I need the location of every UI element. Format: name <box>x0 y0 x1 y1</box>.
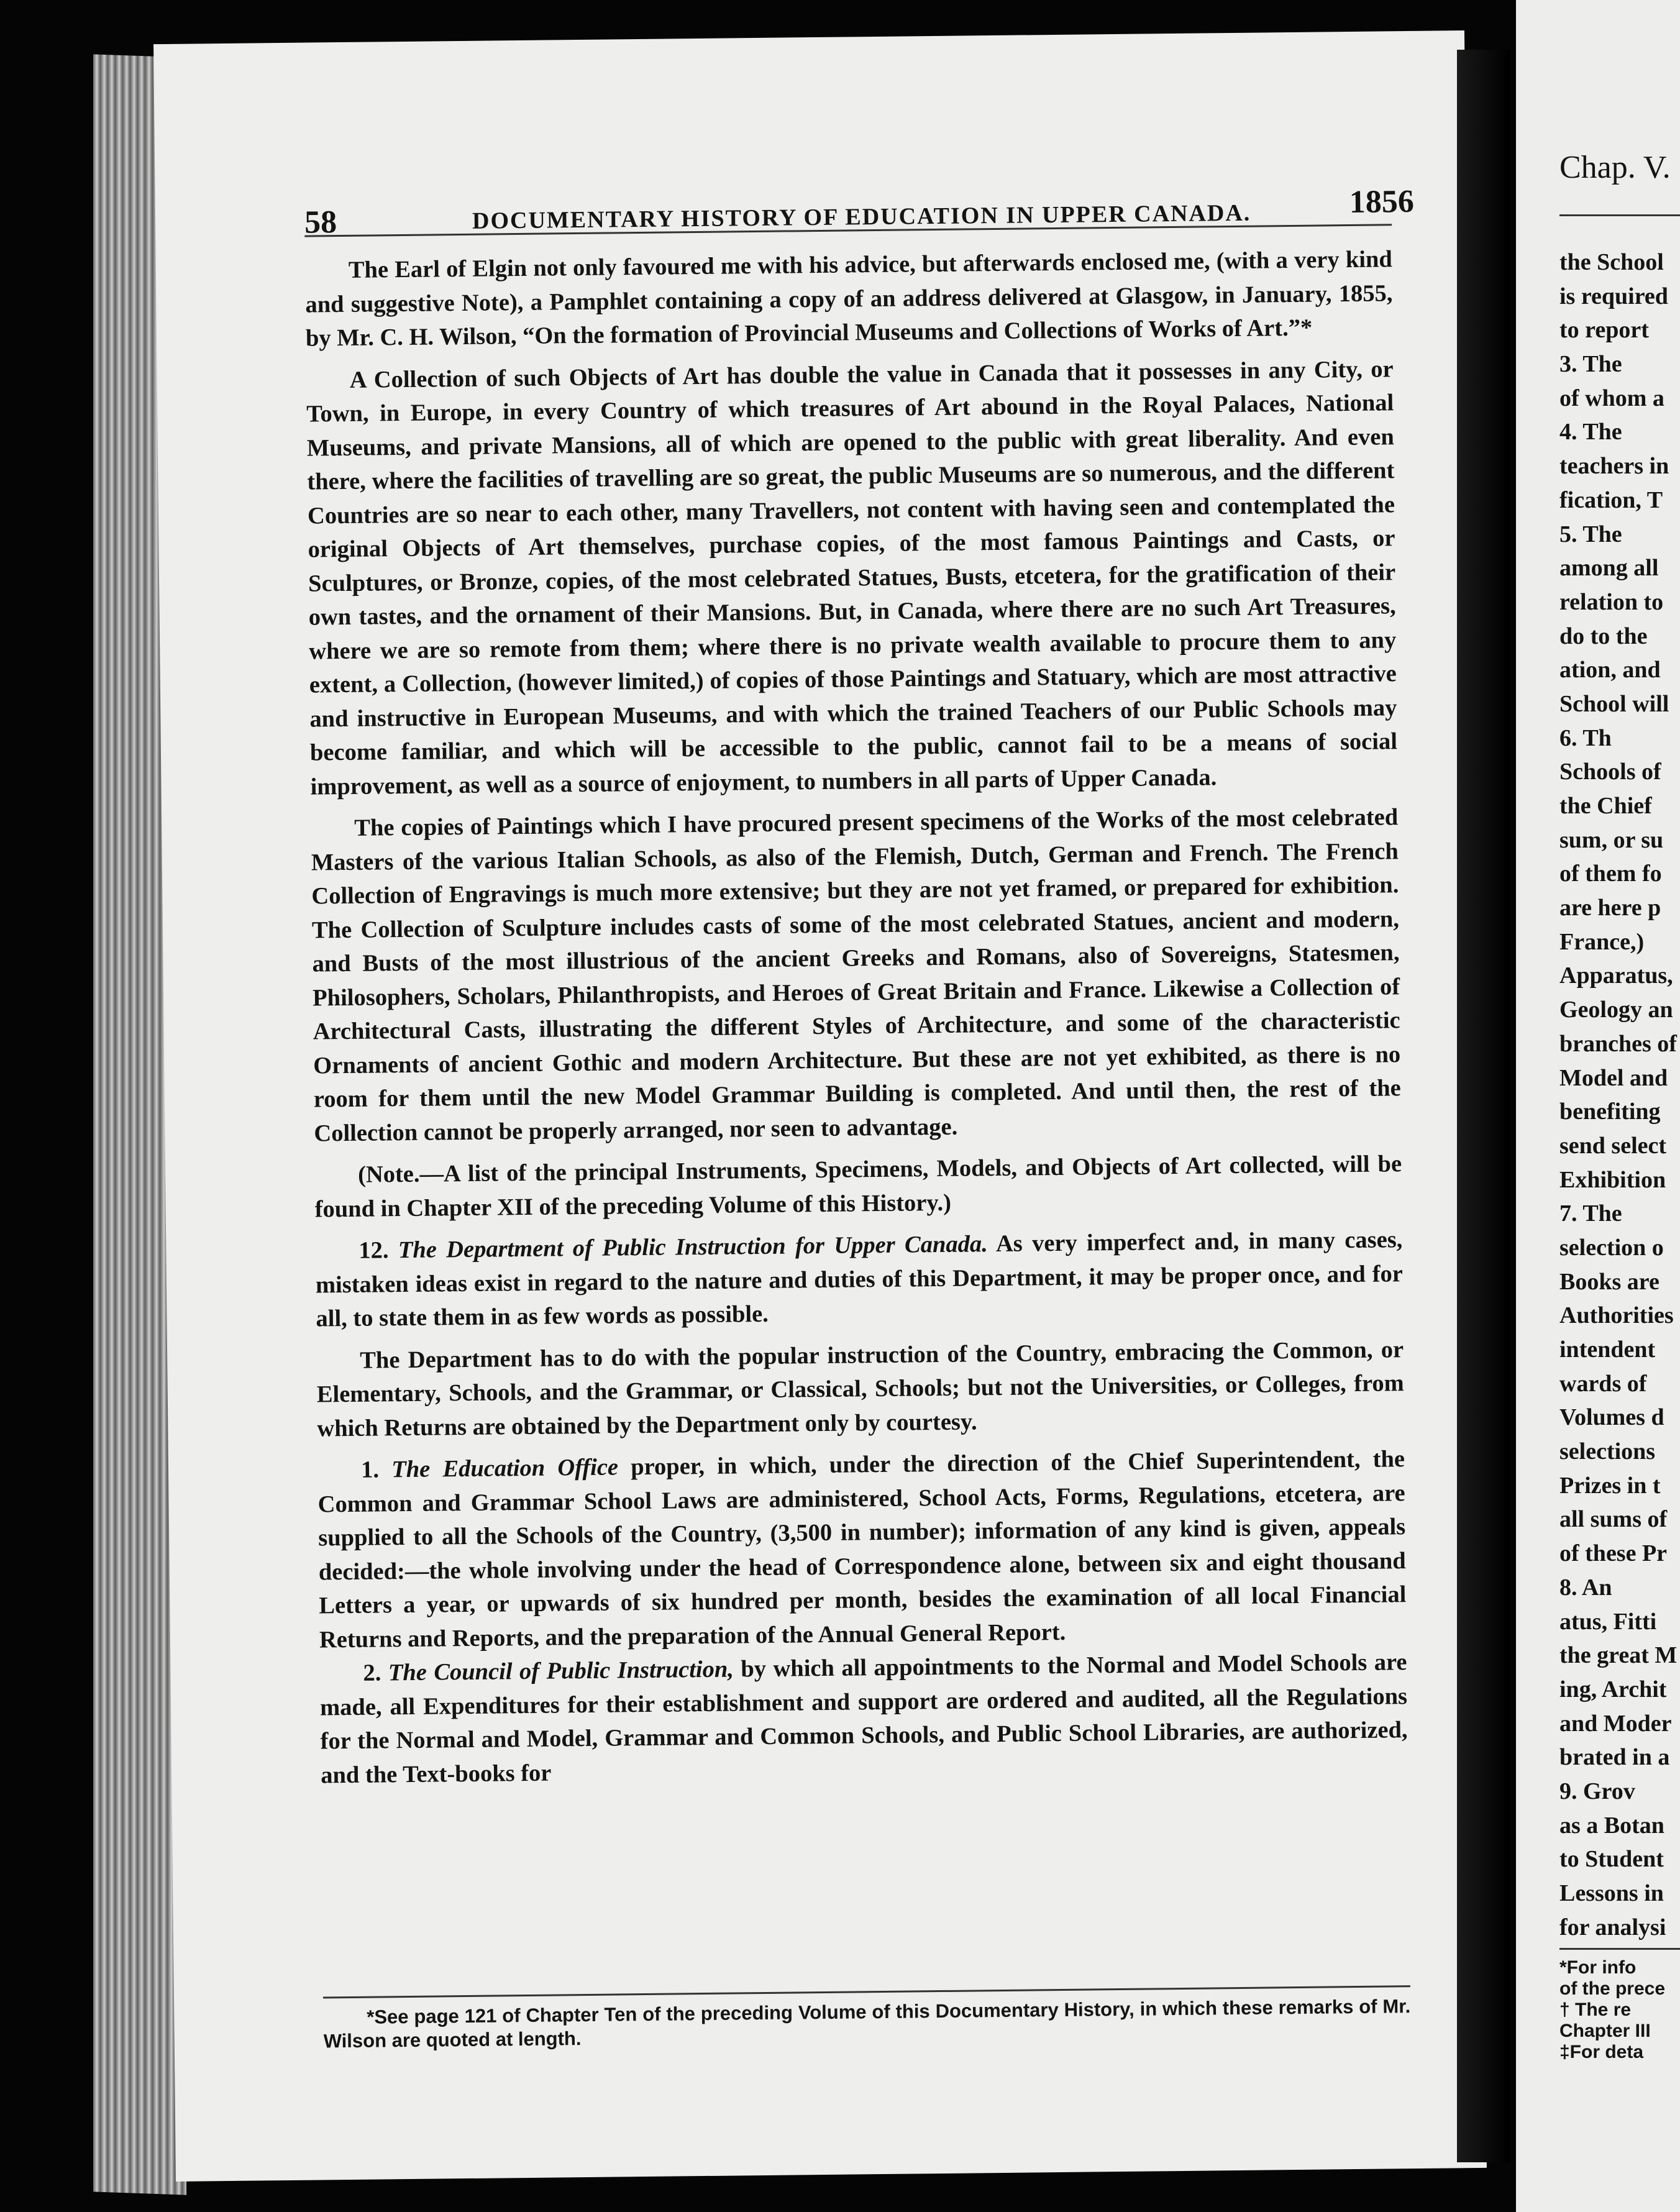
right-page-line: 5. The <box>1559 521 1622 547</box>
right-page-line: to Student <box>1559 1846 1664 1873</box>
right-page-line: fication, T <box>1559 487 1663 513</box>
section-12-heading: The Department of Public Instruction for Upper Canada. <box>398 1231 988 1264</box>
right-page <box>1516 0 1680 2212</box>
item-2 <box>319 1645 1408 1792</box>
right-page-line: Books are <box>1559 1268 1659 1295</box>
right-page-line: Schools of <box>1559 759 1661 785</box>
right-page-line: among all <box>1559 555 1659 582</box>
section-12-text: As very imperfect and, in many cases, mistaken ideas exist in regard to the nature and duties of this Department, it may be proper once, and for all, to state them in as few words as possible. <box>315 1227 1404 1332</box>
right-page-text <box>1559 245 1677 1944</box>
right-page-header: Chap. V. <box>1559 150 1671 185</box>
item-1 <box>317 1442 1407 1657</box>
right-page-line: of whom a <box>1559 385 1664 411</box>
right-page-line: all sums of <box>1559 1506 1668 1533</box>
item-2-text: by which all appointments to the Normal and Model Schools are made, all Expenditures for their establishment and support are ordered and audited, all the Regulations for the Normal and Model, Grammar and Common Schools, and Public School Libraries, are authorized, and the Text-books for <box>319 1649 1408 1788</box>
right-page-footnote-rule <box>1559 1948 1680 1950</box>
right-page-line: Volumes d <box>1559 1404 1664 1431</box>
right-page-line: Prizes in t <box>1559 1472 1661 1499</box>
right-page-line: as a Botan <box>1559 1812 1664 1839</box>
right-page-footnote-line: Chapter III <box>1559 2021 1651 2041</box>
right-page-line: wards of <box>1559 1370 1647 1397</box>
right-page-line: brated in a <box>1559 1744 1670 1771</box>
right-page-line: is required <box>1559 283 1668 309</box>
item-2-heading: The Council of Public Instruction, <box>388 1656 734 1686</box>
header-year: 1856 <box>1349 183 1415 220</box>
item-1-number: 1. <box>360 1456 380 1483</box>
right-page-line: selections <box>1559 1438 1656 1465</box>
right-page-footnotes <box>1559 1957 1665 2063</box>
item-1-text: proper, in which, under the direction of the Chief Superintendent, the Common and Grammar School Laws are administered, School Acts, Forms, Regulations, etcetera, are supplied to all the Schools of the Country, (3,500 in number); information of any kind is given, appeals decided:—the whole involving under the head of Correspondence alone, between six and eight thousand Letters a year, or upwards of six hundred per month, besides the examination of all local Financial Returns and Reports, and the preparation of the Annual General Report. <box>317 1446 1407 1653</box>
right-page-line: School will <box>1559 690 1669 717</box>
paragraph-elgin: The Earl of Elgin not only favoured me with his advice, but afterwards enclosed me, (with a very kind and suggestive Note), a Pamphlet containing a copy of an address delivered at Glasgow, in January, 1855, by Mr. C. H. Wilson, “On the formation of Provincial Museums and Collections of Works of Art.”* <box>305 246 1393 352</box>
right-page-line: atus, Fitti <box>1559 1608 1657 1635</box>
item-1-heading: The Education Office <box>391 1454 619 1483</box>
right-page-footnote-line: † The re <box>1559 1999 1632 2020</box>
right-page-footnote-line: of the prece <box>1559 1978 1666 1999</box>
right-page-line: Model and <box>1559 1064 1668 1091</box>
right-page-line: do to the <box>1559 623 1648 649</box>
right-page-line: 8. An <box>1559 1574 1612 1601</box>
section-12 <box>315 1223 1404 1336</box>
right-page-line: ing, Archit <box>1559 1676 1667 1702</box>
right-page-line: Lessons in <box>1559 1880 1664 1906</box>
running-header <box>155 149 1466 240</box>
left-page <box>153 30 1487 2182</box>
right-page-line: the great M <box>1559 1642 1678 1669</box>
right-page-line: Authorities <box>1559 1302 1674 1329</box>
paragraph-collection: A Collection of such Objects of Art has double the value in Canada that it possesses in any City, or Town, in Europe, in every Country of which treasures of Art abound in the Royal Palaces, National Museums, and private Mansions, all of which are opened to the public with great liberality. And even there, where the facilities of travelling are so great, the public Museums are so numerous, and the different Countries are so near to each other, many Travellers, not content with having seen and contemplated the original Objects of Art themselves, purchase copies, of the most famous Paintings and Casts, or Sculptures, or Bronze, copies, of the most celebrated Statues, Busts, etcetera, for the gratification of their own tastes, and the ornament of their Mansions. But, in Canada, where there are no such Art Treasures, where we are so remote from them; where there is no private wealth available to procure them to any extent, a Collection, (however limited,) of copies of those Paintings and Statuary, which are most attractive and instructive in European Museums, and with which the trained Teachers of our Public Schools may become familiar, and which will be accessible to the public, cannot fail to be a means of social improvement, as well as a source of enjoyment, to numbers in all parts of Upper Canada. <box>306 355 1398 800</box>
right-page-line: Exhibition <box>1559 1166 1666 1193</box>
right-page-line: of these Pr <box>1559 1540 1668 1567</box>
paragraph-note: (Note.—A list of the principal Instruments, Specimens, Models, and Objects of Art collected, will be found in Chapter XII of the preceding Volume of this History.) <box>314 1151 1402 1223</box>
right-page-line: intendent <box>1559 1337 1656 1363</box>
body-text <box>305 242 1408 1792</box>
page-number: 58 <box>304 204 337 240</box>
right-page-line: benefiting <box>1559 1099 1661 1125</box>
right-page-rule <box>1559 214 1680 216</box>
right-page-line: 9. Grov <box>1559 1778 1635 1804</box>
running-title: DOCUMENTARY HISTORY OF EDUCATION IN UPPER CANADA. <box>472 199 1251 234</box>
right-page-line: teachers in <box>1559 453 1669 480</box>
right-page-line: of them fo <box>1559 861 1662 887</box>
right-page-line: sum, or su <box>1559 826 1664 853</box>
item-2-number: 2. <box>363 1660 381 1686</box>
right-page-footnote-line: ‡For deta <box>1559 2042 1644 2062</box>
right-page-line: France,) <box>1559 928 1645 955</box>
right-page-line: 6. Th <box>1559 724 1612 751</box>
right-page-line: are here p <box>1559 895 1661 921</box>
right-page-line: send select <box>1559 1132 1667 1159</box>
right-page-line: Geology an <box>1559 997 1673 1023</box>
right-page-line: to report <box>1559 317 1649 344</box>
book-gutter <box>1457 50 1510 2162</box>
right-page-line: Apparatus, <box>1559 962 1673 989</box>
right-page-line: for analysi <box>1559 1914 1666 1940</box>
right-page-line: and Moder <box>1559 1710 1672 1737</box>
right-page-line: relation to <box>1559 588 1664 615</box>
right-page-line: 4. The <box>1559 419 1622 446</box>
right-page-line: the School <box>1559 249 1664 275</box>
right-page-line: the Chief <box>1559 793 1652 819</box>
paragraph-paintings: The copies of Paintings which I have procured present specimens of the Works of the most celebrated Masters of the various Italian Schools, as also of the Flemish, Dutch, German and French. The French Collection of Engravings is much more extensive; but they are not yet framed, or prepared for exhibition. The Collection of Sculpture includes casts of some of the most celebrated Statues, ancient and modern, and Busts of the most illustrious of the ancient Greeks and Romans, also of Sovereigns, Statesmen, Philosophers, Scholars, Philanthropists, and Heroes of Great Britain and France. Likewise a Collection of Architectural Casts, illustrating the different Styles of Architecture, and some of the characteristic Ornaments of ancient Gothic and modern Architecture. But these are not yet exhibited, as there is no room for them until the new Model Grammar Building is completed. And until then, the rest of the Collection cannot be properly arranged, nor seen to advantage. <box>311 804 1401 1147</box>
paragraph-department: The Department has to do with the popular instruction of the Country, embracing the Common, or Elementary, Schools, and the Grammar, or Classical, Schools; but not the Universities, or Colleges, from which Returns are obtained by the Department only by courtesy. <box>316 1336 1404 1442</box>
right-page-line: 3. The <box>1559 351 1622 378</box>
right-page-line: ation, and <box>1559 657 1661 683</box>
right-page-line: branches of <box>1559 1030 1677 1057</box>
section-12-number: 12. <box>358 1237 389 1264</box>
right-page-line: 7. The <box>1559 1200 1622 1227</box>
right-page-footnote-line: *For info <box>1559 1957 1637 1978</box>
right-page-line: selection o <box>1559 1234 1664 1261</box>
footnote: *See page 121 of Chapter Ten of the preceding Volume of this Documentary History, in which these remarks of Mr. Wilson are quoted at length. <box>323 1995 1411 2052</box>
